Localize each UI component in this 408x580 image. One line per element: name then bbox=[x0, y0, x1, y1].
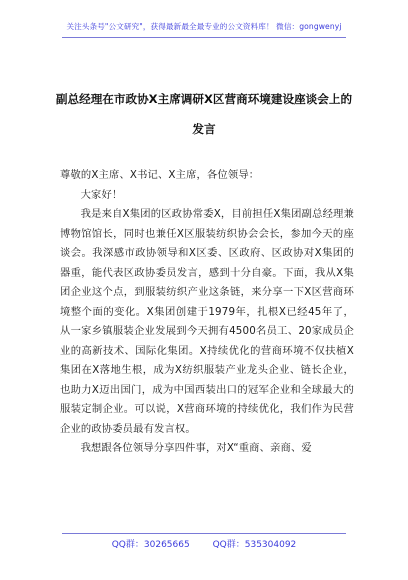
footer bbox=[0, 537, 408, 550]
footer-qq-group-2: QQ群：535304092 bbox=[212, 540, 297, 550]
document-title-line-1: 副总经理在市政协X主席调研X区营商环境建设座谈会上的 bbox=[55, 92, 353, 106]
document-body bbox=[60, 166, 354, 459]
body-paragraph: 我是来自X集团的区政协常委X，目前担任X集团副总经理兼博物馆馆长，同时也兼任X区服装纺织协会会长，参加今天的座谈会。我深感市政协领导和X区委、区政府、区政协对X集团的器重，能代表区政协委员发言，感到十分自豪。下面，我从X集团企业这个点，到服装纺织产业这条链，来分享一下X区营商环境整个面的变化。X集团创建于1979年，扎根X已经45年了，从一家乡镇服装企业发展到今天拥有4500名员工、20家成员企业的高新技术、国际化集团。X持续优化的营商环境不仅扶植X集团在X落地生根，成为X纺织服装产业龙头企业、链长企业，也助力X迈出国门，成为中国西装出口的冠军企业和全球最大的服装定制企业。可以说，X营商环境的持续优化，我们作为民营企业的政协委员最有发言权。 bbox=[60, 208, 354, 435]
header-promo-note: 关注头条号"公文研究"，获得最新最全最专业的公文资料库！ 微信：gongwenyj bbox=[66, 22, 342, 31]
salutation: 大家好！ bbox=[80, 188, 123, 201]
document-title-line-2: 发言 bbox=[192, 122, 216, 136]
body-paragraph: 我想跟各位领导分享四件事，对X“重商、亲商、爱 bbox=[80, 442, 312, 454]
greeting: 尊敬的X主席、X书记、X主席，各位领导： bbox=[60, 169, 260, 181]
header-divider bbox=[62, 37, 346, 38]
footer-qq-group-1: QQ群：30265665 bbox=[111, 540, 190, 550]
footer-divider bbox=[62, 533, 346, 534]
